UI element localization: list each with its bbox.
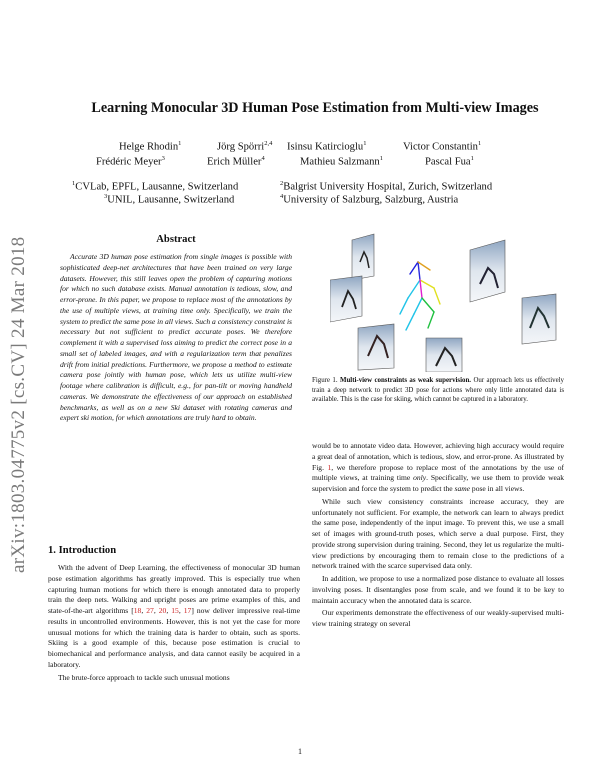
author-7: Mathieu Salzmann$^1$ [300,155,383,168]
affiliation-3: $^3$UNIL, Lausanne, Switzerland [104,193,235,206]
page-number: 1 [298,747,302,756]
camera-view-3 [330,276,362,322]
author-4: Victor Constantin$^1$ [403,140,482,153]
author-1: Helge Rhodin$^1$ [119,140,182,153]
figure-ref-link[interactable]: 1 [327,462,332,472]
figure-1-caption: Figure 1. Multi-view constraints as weak supervision. Our approach lets us effectively train a deep network to predict 3D pose for actions where only little annotated data is available. This is the case for skiing, which cannot be captured in a laboratory. [312,377,564,404]
intro-paragraph-5: In addition, we propose to use a normalized pose distance to evaluate all losses involving poses. It disentangles pose from scale, and we found it to be key to maintain accuracy when the annotated data is scarce. [312,574,564,605]
intro-paragraph-2: The brute-force approach to tackle such unusual motions [58,672,230,682]
arxiv-stamp [6,195,32,575]
intro-left-column [48,563,300,685]
arxiv-id: arXiv:1803.04775v2 [cs.CV] 24 Mar 2018 [8,236,29,573]
citation-link[interactable]: 15 [171,606,179,615]
abstract-heading: Abstract [156,234,196,245]
section-heading-introduction: 1. Introduction [48,545,117,556]
author-2: Jörg Spörri$^{2,4}$ [217,140,273,153]
camera-view-2 [470,240,505,302]
citation-link[interactable]: 27 [146,606,154,615]
abstract-text: Accurate 3D human pose estimation from single images is possible with sophisticated deep-net architectures that have been trained on very large datasets. However, this still leaves open the problem of capturing motions for which no such database exists. Manual annotation is tedious, slow, and error-prone. In this paper, we propose to replace most of the annotations by the use of multiple views, at training time only. Specifically, we train the system to predict the same pose in all views. Such a consistency constraint is necessary but not sufficient to predict accurate poses. We therefore complement it with a supervised loss aiming to predict the correct pose in a small set of labeled images, and with a regularization term that penalizes drift from initial predictions. Furthermore, we propose a method to estimate camera pose jointly with human pose, which lets us utilize multi-view footage where calibration is difficult, e.g., for pan-tilt or moving handheld cameras. We demonstrate the effectiveness of our approach on established benchmarks, as well as on a new Ski dataset with rotating cameras and expert ski motion, for which annotations are truly hard to obtain. [60,252,292,423]
intro-right-column [312,441,564,632]
skeleton-3d [400,262,440,330]
camera-view-1 [352,234,374,280]
camera-view-4 [522,294,556,344]
citation-link[interactable]: 18 [133,606,142,615]
author-5: Frédéric Meyer$^3$ [96,155,165,168]
intro-paragraph-1: With the advent of Deep Learning, the effectiveness of monocular 3D human pose estimation algorithms has greatly improved. This is especially true when capturing human motions for which there is enough annotated data to properly train the deep nets. Walking and upright poses are prime examples of this, and state-of-the-art algorithms [18, 27, 20, 15, 17] now deliver impressive real-time results in uncontrolled environments. However, this is not yet the case for more unusual motions for which the training data is harder to obtain, such as sports. Skiing is a good example of this, because pose estimation is crucial to biomechanical and performance analysis, and data cannot easily be acquired in a laboratory. [48,563,300,669]
camera-view-5 [358,324,394,370]
citation-link[interactable]: 17 [183,606,192,615]
paper-title: Learning Monocular 3D Human Pose Estimation from Multi-view Images [91,100,539,116]
camera-view-6 [426,338,462,372]
author-8: Pascal Fua$^1$ [425,155,474,168]
affiliation-4: $^4$University of Salzburg, Salzburg, Austria [280,193,459,206]
abstract-body [60,252,292,424]
author-6: Erich Müller$^4$ [207,155,265,168]
citation-link[interactable]: 20 [158,606,167,615]
intro-paragraph-4: While such view consistency constraints increase accuracy, they are unfortunately not sufficient. For example, the network can learn to always predict the same pose, independently of the input image. To prevent this, we use a small set of images with ground-truth poses, which serve a dual purpose. First, they provide strong supervision during training. Second, they let us regularize the multi-view predictions by encouraging them to remain close to the predictions of a network trained with the scarce supervised data only. [312,496,564,571]
affiliation-1: $^1$CVLab, EPFL, Lausanne, Switzerland [72,180,239,193]
figure-1-graphic [330,232,560,372]
author-3: Isinsu Katircioglu$^1$ [287,140,367,153]
figure-1 [330,232,560,372]
affiliation-2: $^2$Balgrist University Hospital, Zurich, Switzerland [280,180,493,193]
intro-paragraph-3: would be to annotate video data. However, achieving high accuracy would require a great deal of annotation, which is tedious, slow, and error-prone. As illustrated by Fig. 1, we therefore propose to replace most of the annotations by the use of multiple views, at training time only. Specifically, we use them to provide weak supervision and force the system to predict the same pose in all views. [312,441,564,493]
intro-paragraph-6: Our experiments demonstrate the effectiveness of our weakly-supervised multi-view training strategy on several [312,608,564,628]
